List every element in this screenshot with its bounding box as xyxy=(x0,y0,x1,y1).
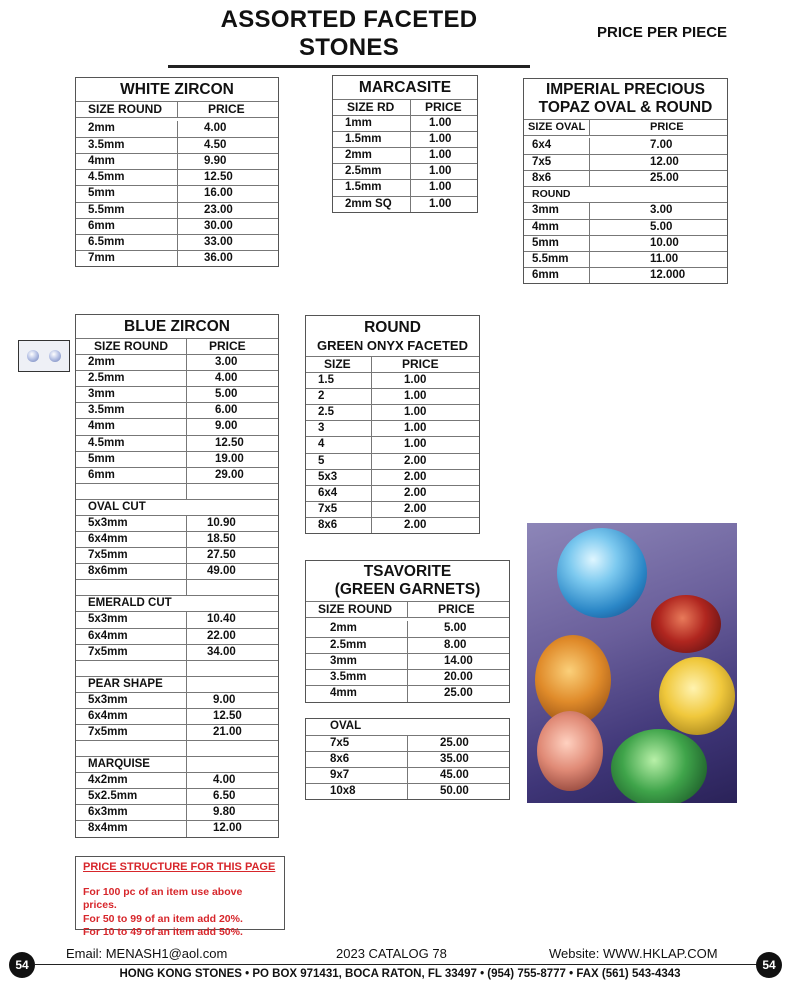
footer-email[interactable]: Email: MENASH1@aol.com xyxy=(66,946,228,961)
table-row xyxy=(306,372,479,388)
garnet-gem xyxy=(651,595,721,653)
price-cell: 45.00 xyxy=(440,769,469,782)
table-row xyxy=(76,708,278,724)
price-cell: 12.000 xyxy=(650,268,686,281)
size-cell: 6x4 xyxy=(306,486,372,501)
table-title: ROUND xyxy=(364,319,421,336)
size-cell: 4mm xyxy=(76,419,187,434)
table-row xyxy=(76,402,278,418)
size-cell: 2.5mm xyxy=(306,638,408,653)
size-cell: 2.5mm xyxy=(76,371,187,386)
note-line: For 50 to 99 of an item add 20%. xyxy=(83,912,243,925)
column-header: PRICE xyxy=(402,357,439,371)
price-cell: 27.50 xyxy=(207,549,236,562)
note-title: PRICE STRUCTURE FOR THIS PAGE xyxy=(83,861,276,873)
size-cell: 4mm xyxy=(306,686,408,701)
price-cell: 1.00 xyxy=(404,390,427,403)
price-cell: 22.00 xyxy=(207,629,236,642)
size-cell: 5mm xyxy=(76,452,187,467)
size-cell: 1.5mm xyxy=(333,132,411,147)
price-cell: 9.00 xyxy=(215,420,238,433)
table-row xyxy=(333,163,477,179)
gem-image xyxy=(49,350,61,362)
table-row xyxy=(306,751,509,767)
size-cell: 8x6 xyxy=(306,752,408,767)
price-cell: 1.00 xyxy=(404,438,427,451)
table-row xyxy=(76,628,278,644)
size-cell: 6x4 xyxy=(524,138,590,154)
size-cell: 6x4mm xyxy=(76,629,187,644)
table-row xyxy=(76,354,278,370)
price-cell: 1.00 xyxy=(404,422,427,435)
table-row xyxy=(306,517,479,533)
size-cell: 2mm xyxy=(306,621,408,637)
price-cell: 10.00 xyxy=(650,236,679,249)
table-row xyxy=(76,185,278,201)
page-number-right: 54 xyxy=(756,952,782,978)
price-cell: 1.00 xyxy=(429,149,452,162)
price-cell: 9.80 xyxy=(213,806,236,819)
size-cell: 6x4mm xyxy=(76,709,187,724)
table-row xyxy=(524,170,727,186)
size-cell: 3 xyxy=(306,421,372,436)
table-row xyxy=(524,235,727,251)
price-cell: 2.00 xyxy=(404,518,427,531)
footer-address: HONG KONG STONES • PO BOX 971431, BOCA RATON, FL 33497 • (954) 755-8777 • FAX (561) 543-4343 xyxy=(119,968,681,980)
section-label: PEAR SHAPE xyxy=(76,677,187,692)
price-cell: 50.00 xyxy=(440,785,469,798)
table-row xyxy=(76,153,278,169)
table-row xyxy=(524,219,727,235)
column-header: SIZE RD xyxy=(333,100,411,115)
table-row xyxy=(306,621,509,637)
blue-zircon-table xyxy=(75,314,279,838)
table-row xyxy=(306,388,479,404)
price-per-piece-label: PRICE PER PIECE xyxy=(597,24,728,41)
size-cell: 7x5 xyxy=(306,736,408,751)
size-cell: 4.5mm xyxy=(76,436,187,451)
price-cell: 12.50 xyxy=(204,171,233,184)
size-cell: 6.5mm xyxy=(76,235,178,250)
price-cell: 25.00 xyxy=(650,172,679,185)
table-row xyxy=(524,138,727,154)
size-cell: 5x3mm xyxy=(76,516,187,531)
gem-image xyxy=(27,350,39,362)
table-row xyxy=(306,453,479,469)
size-cell: 7x5mm xyxy=(76,645,187,660)
size-cell: 6mm xyxy=(524,268,590,283)
table-row xyxy=(76,137,278,153)
price-cell: 25.00 xyxy=(444,687,473,700)
table-row xyxy=(333,131,477,147)
size-cell: 2mm xyxy=(76,121,178,137)
price-cell: 4.00 xyxy=(213,774,236,787)
price-cell: 3.00 xyxy=(215,356,238,369)
imperial-topaz-table xyxy=(523,78,728,284)
size-cell: 5.5mm xyxy=(76,203,178,218)
price-cell: 1.00 xyxy=(404,374,427,387)
table-row xyxy=(76,724,278,740)
size-cell: 3mm xyxy=(76,387,187,402)
section-label: EMERALD CUT xyxy=(88,597,172,610)
column-header: PRICE xyxy=(650,121,684,133)
size-cell: 2mm xyxy=(333,148,411,163)
table-title: TSAVORITE xyxy=(363,563,452,580)
footer-catalog: 2023 CATALOG 78 xyxy=(336,946,447,961)
table-row xyxy=(306,685,509,701)
size-cell: 1mm xyxy=(333,116,411,131)
table-row xyxy=(76,435,278,451)
size-cell: 9x7 xyxy=(306,768,408,783)
table-row xyxy=(76,169,278,185)
size-cell: 5x2.5mm xyxy=(76,789,187,804)
price-cell: 5.00 xyxy=(650,220,673,233)
price-cell: 1.00 xyxy=(429,117,452,130)
column-header: SIZE ROUND xyxy=(76,339,187,354)
section-label: OVAL CUT xyxy=(88,500,146,513)
table-row xyxy=(76,386,278,402)
price-cell: 20.00 xyxy=(444,671,473,684)
table-row xyxy=(76,772,278,788)
size-cell: 3.5mm xyxy=(76,138,178,153)
green-tourmaline-gem xyxy=(611,729,707,803)
price-cell: 1.00 xyxy=(429,197,452,210)
marcasite-table xyxy=(332,75,478,213)
table-row xyxy=(76,804,278,820)
price-cell: 49.00 xyxy=(207,565,236,578)
price-cell: 12.50 xyxy=(215,436,244,449)
price-cell: 3.00 xyxy=(650,204,673,217)
table-title: BLUE ZIRCON xyxy=(124,318,230,335)
price-cell: 11.00 xyxy=(650,252,679,265)
size-cell: 7x5mm xyxy=(76,725,187,740)
column-header: SIZE OVAL xyxy=(524,120,590,135)
price-cell: 16.00 xyxy=(204,187,233,200)
table-row xyxy=(76,611,278,627)
price-cell: 30.00 xyxy=(204,219,233,232)
section-label: OVAL xyxy=(330,720,362,732)
size-cell: 1.5mm xyxy=(333,180,411,195)
price-cell: 12.00 xyxy=(650,156,679,169)
table-row xyxy=(76,218,278,234)
size-cell: 5x3mm xyxy=(76,693,187,708)
price-cell: 35.00 xyxy=(440,753,469,766)
column-header: PRICE xyxy=(209,339,246,353)
price-structure-note xyxy=(75,856,285,938)
table-row xyxy=(76,547,278,563)
size-cell: 2.5mm xyxy=(333,164,411,179)
table-row xyxy=(76,234,278,250)
price-cell: 1.00 xyxy=(429,133,452,146)
table-row xyxy=(76,121,278,137)
section-label: MARQUISE xyxy=(76,757,187,772)
green-onyx-table xyxy=(305,315,480,534)
size-cell: 6mm xyxy=(76,219,178,234)
price-cell: 4.00 xyxy=(204,122,227,135)
size-cell: 2.5 xyxy=(306,405,372,420)
table-row xyxy=(524,251,727,267)
size-cell: 6mm xyxy=(76,468,187,483)
table-row xyxy=(333,179,477,195)
size-cell: 5.5mm xyxy=(524,252,590,267)
price-cell: 1.00 xyxy=(404,406,427,419)
size-cell: 6x4mm xyxy=(76,532,187,547)
column-header: PRICE xyxy=(425,100,462,114)
size-cell: 3mm xyxy=(306,654,408,669)
column-header: PRICE xyxy=(208,102,245,116)
page-title: ASSORTED FACETED STONES xyxy=(168,6,530,68)
table-title: MARCASITE xyxy=(358,79,452,96)
price-cell: 29.00 xyxy=(215,468,244,481)
table-row xyxy=(76,451,278,467)
size-cell: 8x6mm xyxy=(76,564,187,579)
table-row xyxy=(333,115,477,131)
size-cell: 7x5 xyxy=(306,502,372,517)
price-cell: 6.50 xyxy=(213,790,236,803)
size-cell: 7x5mm xyxy=(76,548,187,563)
section-label: ROUND xyxy=(532,188,571,201)
table-row xyxy=(524,202,727,218)
column-header: SIZE ROUND xyxy=(306,602,408,617)
blue-zircon-thumbnail xyxy=(18,340,70,372)
table-title: IMPERIAL PRECIOUS xyxy=(545,81,706,98)
size-cell: 4mm xyxy=(76,154,178,169)
price-cell: 14.00 xyxy=(444,655,473,668)
table-row xyxy=(76,820,278,836)
size-cell: 2mm SQ xyxy=(333,197,411,212)
note-line: For 10 to 49 of an item add 50%. xyxy=(83,926,243,938)
table-row xyxy=(333,196,477,212)
table-row xyxy=(76,788,278,804)
table-row xyxy=(76,250,278,266)
page-number-left: 54 xyxy=(9,952,35,978)
table-row xyxy=(306,436,479,452)
table-subtitle: GREEN ONYX FACETED xyxy=(317,338,468,353)
price-cell: 8.00 xyxy=(444,639,467,652)
price-cell: 9.90 xyxy=(204,155,227,168)
table-row xyxy=(76,692,278,708)
price-cell: 7.00 xyxy=(650,139,673,152)
price-cell: 5.00 xyxy=(215,388,238,401)
column-header: PRICE xyxy=(438,602,475,616)
size-cell: 3mm xyxy=(524,203,590,218)
price-cell: 19.00 xyxy=(215,452,244,465)
table-row xyxy=(306,501,479,517)
size-cell: 2 xyxy=(306,389,372,404)
price-cell: 34.00 xyxy=(207,645,236,658)
size-cell: 2mm xyxy=(76,355,187,370)
table-title-line2: TOPAZ OVAL & ROUND xyxy=(538,99,713,116)
column-header: SIZE ROUND xyxy=(76,102,178,117)
tsavorite-table xyxy=(305,560,510,703)
price-cell: 10.40 xyxy=(207,613,236,626)
table-row xyxy=(306,767,509,783)
size-cell: 6x3mm xyxy=(76,805,187,820)
size-cell: 3.5mm xyxy=(76,403,187,418)
table-row xyxy=(524,267,727,283)
price-cell: 2.00 xyxy=(404,454,427,467)
size-cell: 8x6 xyxy=(306,518,372,533)
price-cell: 2.00 xyxy=(404,486,427,499)
table-row xyxy=(76,563,278,579)
size-cell: 10x8 xyxy=(306,784,408,799)
price-cell: 10.90 xyxy=(207,516,236,529)
price-cell: 23.00 xyxy=(204,203,233,216)
table-row xyxy=(306,735,509,751)
table-row xyxy=(333,147,477,163)
table-row xyxy=(76,370,278,386)
price-cell: 25.00 xyxy=(440,737,469,750)
table-title-line2: (GREEN GARNETS) xyxy=(334,581,481,598)
table-row xyxy=(76,515,278,531)
white-zircon-table xyxy=(75,77,279,267)
size-cell: 5x3mm xyxy=(76,612,187,627)
table-row xyxy=(76,202,278,218)
size-cell: 7mm xyxy=(76,251,178,266)
size-cell: 5mm xyxy=(76,186,178,201)
price-cell: 1.00 xyxy=(429,165,452,178)
size-cell: 7x5 xyxy=(524,155,590,170)
yellow-sapphire-gem xyxy=(659,657,735,735)
price-cell: 12.00 xyxy=(213,822,242,835)
size-cell: 3.5mm xyxy=(306,670,408,685)
table-row xyxy=(524,154,727,170)
size-cell: 8x4mm xyxy=(76,821,187,836)
size-cell: 4 xyxy=(306,437,372,452)
footer-website[interactable]: Website: WWW.HKLAP.COM xyxy=(549,946,718,961)
size-cell: 4x2mm xyxy=(76,773,187,788)
column-header: SIZE xyxy=(306,357,372,372)
blue-topaz-gem xyxy=(557,528,647,618)
table-row xyxy=(76,418,278,434)
price-cell: 5.00 xyxy=(444,622,467,635)
price-cell: 2.00 xyxy=(404,502,427,515)
price-cell: 2.00 xyxy=(404,470,427,483)
price-cell: 33.00 xyxy=(204,235,233,248)
price-cell: 4.50 xyxy=(204,139,227,152)
table-row xyxy=(76,531,278,547)
size-cell: 5x3 xyxy=(306,470,372,485)
table-row xyxy=(306,420,479,436)
table-row xyxy=(306,485,479,501)
table-row xyxy=(306,404,479,420)
note-line: For 100 pc of an item use above prices. xyxy=(83,885,243,911)
price-cell: 21.00 xyxy=(213,725,242,738)
price-cell: 9.00 xyxy=(213,693,236,706)
table-row xyxy=(306,637,509,653)
table-row xyxy=(306,783,509,799)
price-cell: 18.50 xyxy=(207,533,236,546)
table-row xyxy=(76,467,278,483)
size-cell: 5mm xyxy=(524,236,590,251)
gemstones-photo xyxy=(527,523,737,803)
table-row xyxy=(306,669,509,685)
table-row xyxy=(306,653,509,669)
size-cell: 5 xyxy=(306,454,372,469)
footer-divider xyxy=(34,964,764,965)
price-cell: 36.00 xyxy=(204,251,233,264)
table-row xyxy=(76,644,278,660)
table-row xyxy=(306,469,479,485)
price-cell: 6.00 xyxy=(215,404,238,417)
pink-tourmaline-gem xyxy=(537,711,603,791)
price-cell: 1.00 xyxy=(429,181,452,194)
size-cell: 4mm xyxy=(524,220,590,235)
price-cell: 4.00 xyxy=(215,372,238,385)
size-cell: 8x6 xyxy=(524,171,590,186)
size-cell: 4.5mm xyxy=(76,170,178,185)
tsavorite-oval-table xyxy=(305,718,510,800)
table-title: WHITE ZIRCON xyxy=(120,81,234,98)
price-cell: 12.50 xyxy=(213,709,242,722)
size-cell: 1.5 xyxy=(306,373,372,388)
